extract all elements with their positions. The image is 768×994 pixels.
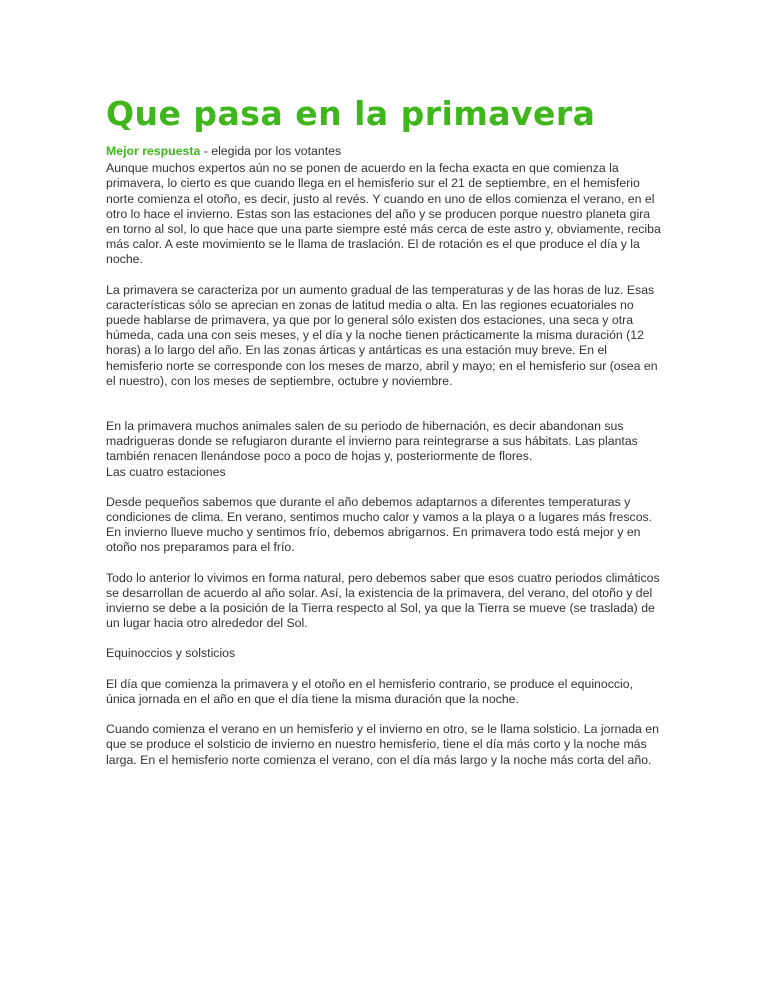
blank-line	[106, 404, 662, 419]
paragraph-solstice: Cuando comienza el verano en un hemisferio y el invierno en otro, se le llama solsticio. La jornada en que se produce el solsticio de invierno en nuestro hemisferio, tiene el día más corto y la noche más larga. En el hemisferio norte comienza el verano, con el día más largo y la noche más corta del año.	[106, 722, 659, 767]
document-page	[106, 92, 662, 783]
paragraph-intro: Aunque muchos expertos aún no se ponen de acuerdo en la fecha exacta en que comienza la primavera, lo cierto es que cuando llega en el hemisferio sur el 21 de septiembre, en el hemisferio norte comienza el otoño, es decir, justo al revés. Y cuando en uno de ellos comienza el verano, en el otro lo hace el invierno. Estas son las estaciones del año y se producen porque nuestro planeta gira en torno al sol, lo que hace que una parte siempre esté más cerca de este astro y, obviamente, reciba más calor. A este movimiento se le llama de traslación. El de rotación es el que produce el día y la noche.	[106, 161, 661, 267]
paragraph-solar-year: Todo lo anterior lo vivimos en forma natural, pero debemos saber que esos cuatro periodos climáticos se desarrollan de acuerdo al año solar. Así, la existencia de la primavera, del verano, del otoño y del invierno se debe a la posición de la Tierra respecto al Sol, ya que la Tierra se mueve (se traslada) de un lugar hacia otro alrededor del Sol.	[106, 570, 660, 631]
section-heading-seasons: Las cuatro estaciones	[106, 464, 226, 479]
best-answer-suffix: - elegida por los votantes	[200, 144, 342, 158]
paragraph-equinox: El día que comienza la primavera y el otoño en el hemisferio contrario, se produce el equinoccio, única jornada en el año en que el día tiene la misma duración que la noche.	[106, 676, 634, 706]
paragraph-animals: En la primavera muchos animales salen de su periodo de hibernación, es decir abandonan sus madrigueras donde se refugiaron durante el invierno para reintegrarse a sus hábitats. Las plantas también renacen llenándose poco a poco de hojas y, posteriormente de flores.	[106, 419, 638, 464]
best-answer-byline	[106, 144, 662, 159]
paragraph-spring-characteristics: La primavera se caracteriza por un aumento gradual de las temperaturas y de las horas de luz. Esas características sólo se aprecian en zonas de latitud media o alta. En las regiones ecuatoriales no puede hablarse de primavera, ya que por lo general sólo existen dos estaciones, una seca y otra húmeda, cada una con seis meses, y el día y la noche tienen prácticamente la misma duración (12 horas) a lo largo del año. En las zonas árticas y antárticas es una estación muy breve. En el hemisferio norte se corresponde con los meses de marzo, abril y mayo; en el hemisferio sur (osea en el nuestro), con los meses de septiembre, octubre y noviembre.	[106, 282, 658, 388]
section-heading-equinox: Equinoccios y solsticios	[106, 646, 236, 661]
best-answer-label: Mejor respuesta	[106, 144, 201, 158]
paragraph-seasons-climate: Desde pequeños sabemos que durante el año debemos adaptarnos a diferentes temperaturas y condiciones de clima. En verano, sentimos mucho calor y vamos a la playa o a lugares más frescos. En invierno llueve mucho y sentimos frío, debemos abrigarnos. En primavera todo está mejor y en otoño nos preparamos para el frío.	[106, 494, 653, 555]
page-title: Que pasa en la primavera	[106, 94, 596, 133]
